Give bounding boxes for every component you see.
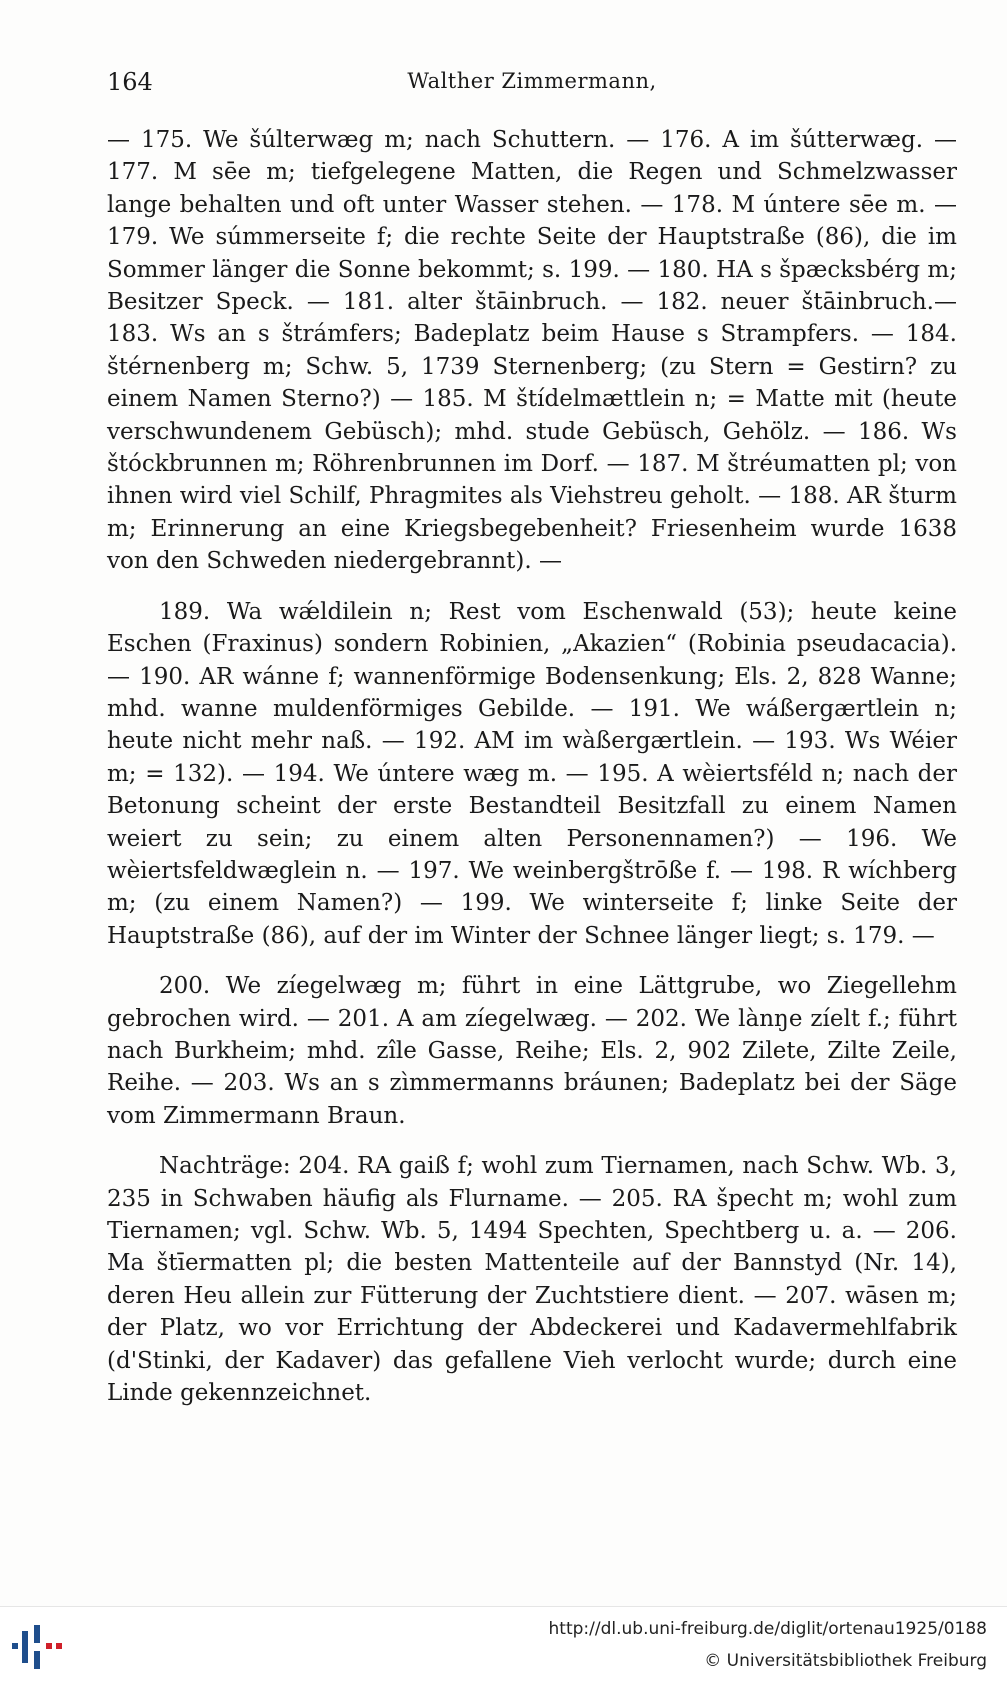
permalink-url[interactable]: http://dl.ub.uni-freiburg.de/diglit/ortenau1925/0188 (548, 1619, 987, 1639)
paragraph: 200. We zíegelwæg m; führt in eine Lättgrube, wo Ziegellehm gebrochen wird. — 201. A am zíegelwæg. — 202. We lànŋe zíelt f.; führt nach Burkheim; mhd. zîle Gasse, Reihe; Els. 2, 902 Zilete, Zilte Zeile, Reihe. — 203. Ws an s zìmmermanns bráunen; Badeplatz bei der Säge vom Zimmermann Braun. (107, 973, 957, 1129)
running-head: Walther Zimmermann, (407, 69, 657, 93)
paragraph: — 175. We šúlterwæg m; nach Schuttern. — 176. A im šútterwæg. — 177. M sēe m; tiefgelegene Matten, die Regen und Schmelzwasser lange behalten und oft unter Wasser stehen. — 178. M únterе sēe m. — 179. We súmmerseite f; die rechte Seite der Hauptstraße (86), die im Sommer länger die Sonne bekommt; s. 199. — 180. HA s špæcksbérg m; Besitzer Speck. — 181. alter štāinbruch. — 182. neuer štāinbruch.— 183. Ws an s štrámfers; Badeplatz beim Hause s Strampfers. — 184. štérnenberg m; Schw. 5, 1739 Sternenberg; (zu Stern = Gestirn? zu einem Namen Sterno?) — 185. M štídelmættlein n; = Matte mit (heute verschwundenem Gebüsch); mhd. stude Gebüsch, Gehölz. — 186. Ws štóckbrunnen m; Röhrenbrunnen im Dorf. — 187. M štréumatten pl; von ihnen wird viel Schilf, Phragmites als Viehstreu geholt. — 188. AR šturm m; Erinnerung an eine Kriegsbegebenheit? Friesenheim wurde 1638 von den Schweden niedergebrannt). — (107, 127, 957, 575)
paragraph: 189. Wa wǽldilein n; Rest vom Eschenwald (53); heute keine Eschen (Fraxinus) sondern Robinien, „Akazien“ (Robinia pseudacacia). — 190. AR wánne f; wannenförmige Bodensenkung; Els. 2, 828 Wanne; mhd. wanne muldenförmiges Gebilde. — 191. We wáßergærtlein n; heute nicht mehr naß. — 192. AM im wàßergærtlein. — 193. Ws Wéier m; = 132). — 194. We úntere wæg m. — 195. A wèiertsféld n; nach der Betonung scheint der erste Bestandteil Besitzfall zu einem Namen weiert zu sein; zu einem alten Personennamen?) — 196. We wèiertsfeldwæglein n. — 197. We weinbergštrōße f. — 198. R wíchberg m; (zu einem Namen?) — 199. We wintersеite f; linke Seite der Hauptstraße (86), auf der im Winter der Schnee länger liegt; s. 179. — (107, 598, 957, 949)
viewer-footer (0, 1606, 1007, 1682)
page-number: 164 (107, 68, 153, 96)
ub-freiburg-logo-icon[interactable] (10, 1625, 64, 1669)
page-header (107, 68, 957, 100)
text-body (107, 124, 957, 1427)
copyright-notice: © Universitätsbibliothek Freiburg (704, 1651, 987, 1671)
paragraph: Nachträge: 204. RA gaiß f; wohl zum Tiernamen, nach Schw. Wb. 3, 235 in Schwaben häufig als Flurname. — 205. RA špecht m; wohl zum Tiernamen; vgl. Schw. Wb. 5, 1494 Spechten, Spechtberg u. a. — 206. Ma štīermatten pl; die besten Mattenteile auf der Bannstyd (Nr. 14), deren Heu allein zur Fütterung der Zuchtstiere dient. — 207. wāsen m; der Platz, wo vor Errichtung der Abdeckerei und Kadavermehlfabrik (d'Stinki, der Kadaver) das gefallene Vieh verlocht wurde; durch eine Linde gekennzeichnet. (107, 1153, 957, 1407)
